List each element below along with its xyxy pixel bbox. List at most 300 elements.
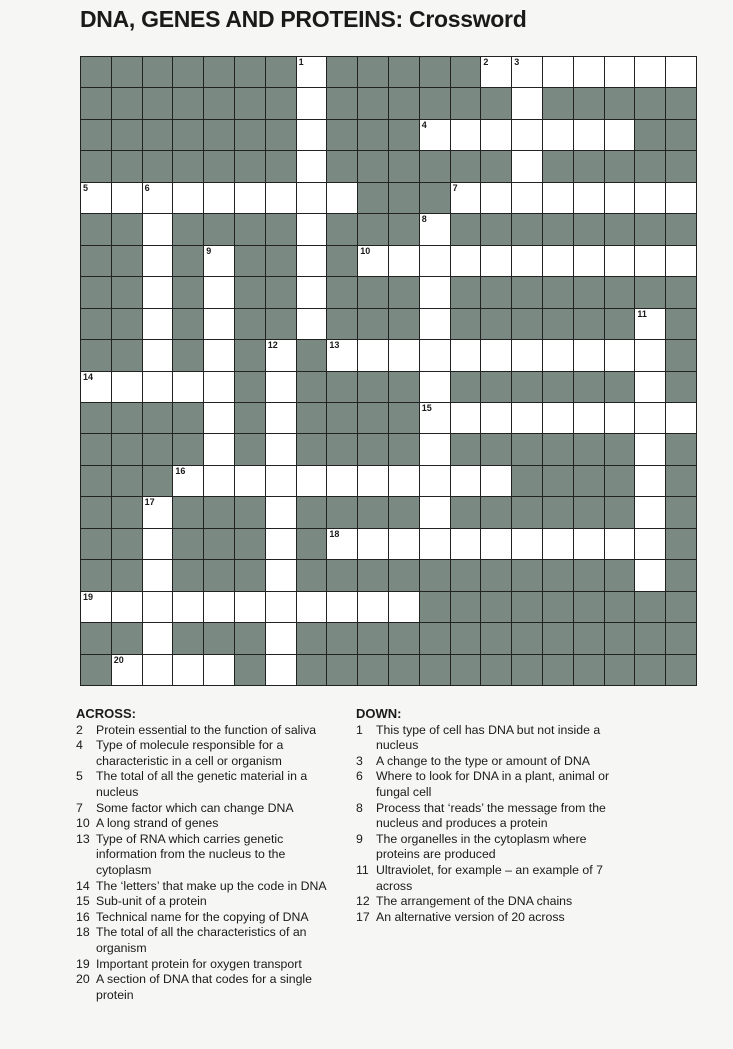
crossword-block	[605, 655, 635, 685]
clue-item	[76, 879, 338, 895]
crossword-cell[interactable]	[543, 183, 573, 213]
crossword-block	[605, 214, 635, 244]
crossword-block	[605, 434, 635, 464]
clue-item	[356, 754, 616, 770]
crossword-cell[interactable]	[143, 497, 173, 527]
crossword-cell[interactable]	[235, 466, 265, 496]
crossword-cell[interactable]	[543, 529, 573, 559]
clue-item-text: The arrangement of the DNA chains	[376, 894, 573, 909]
crossword-block	[297, 655, 327, 685]
crossword-cell[interactable]	[481, 340, 511, 370]
crossword-cell[interactable]	[605, 529, 635, 559]
crossword-cell[interactable]	[635, 372, 665, 402]
crossword-cell[interactable]	[266, 372, 296, 402]
crossword-block	[420, 655, 450, 685]
crossword-block	[327, 309, 357, 339]
crossword-block	[81, 151, 111, 181]
crossword-block	[112, 214, 142, 244]
crossword-block	[543, 277, 573, 307]
crossword-block	[173, 623, 203, 653]
crossword-cell[interactable]	[420, 434, 450, 464]
crossword-cell[interactable]	[512, 183, 542, 213]
clue-number: 5	[83, 182, 89, 193]
crossword-cell[interactable]	[327, 340, 357, 370]
clue-item	[356, 723, 616, 754]
clue-item-text: This type of cell has DNA but not inside a nucleus	[376, 722, 601, 753]
crossword-block	[512, 592, 542, 622]
crossword-cell[interactable]	[327, 183, 357, 213]
crossword-block	[81, 434, 111, 464]
crossword-cell[interactable]	[635, 57, 665, 87]
crossword-block	[81, 246, 111, 276]
crossword-cell[interactable]	[266, 466, 296, 496]
crossword-cell[interactable]	[266, 655, 296, 685]
crossword-cell[interactable]	[635, 309, 665, 339]
crossword-block	[143, 57, 173, 87]
crossword-block	[112, 309, 142, 339]
crossword-cell[interactable]	[112, 655, 142, 685]
crossword-cell[interactable]	[204, 309, 234, 339]
crossword-cell[interactable]	[266, 497, 296, 527]
crossword-cell[interactable]	[574, 340, 604, 370]
crossword-block	[512, 277, 542, 307]
crossword-cell[interactable]	[481, 183, 511, 213]
crossword-cell[interactable]	[327, 466, 357, 496]
clue-item-number: 4	[76, 738, 83, 753]
crossword-block	[481, 372, 511, 402]
crossword-cell[interactable]	[358, 466, 388, 496]
crossword-block	[451, 372, 481, 402]
crossword-block	[420, 623, 450, 653]
crossword-block	[420, 88, 450, 118]
crossword-block	[235, 434, 265, 464]
crossword-cell[interactable]	[327, 529, 357, 559]
crossword-cell[interactable]	[81, 592, 111, 622]
crossword-block	[204, 151, 234, 181]
crossword-cell[interactable]	[173, 592, 203, 622]
crossword-block	[112, 403, 142, 433]
crossword-block	[358, 214, 388, 244]
crossword-cell[interactable]	[420, 309, 450, 339]
crossword-cell[interactable]	[297, 183, 327, 213]
clue-item-number: 19	[76, 956, 90, 971]
crossword-block	[112, 434, 142, 464]
crossword-cell[interactable]	[420, 497, 450, 527]
crossword-block	[543, 497, 573, 527]
crossword-cell[interactable]	[143, 277, 173, 307]
crossword-block	[666, 655, 696, 685]
crossword-cell[interactable]	[204, 466, 234, 496]
crossword-cell[interactable]	[173, 372, 203, 402]
crossword-block	[635, 214, 665, 244]
crossword-block	[666, 434, 696, 464]
crossword-cell[interactable]	[204, 434, 234, 464]
clue-item	[76, 894, 338, 910]
crossword-cell[interactable]	[635, 340, 665, 370]
crossword-cell[interactable]	[574, 403, 604, 433]
crossword-cell[interactable]	[389, 592, 419, 622]
clue-item-number: 16	[76, 909, 90, 924]
across-clue-list	[76, 723, 338, 1004]
clue-item-number: 11	[356, 862, 369, 877]
crossword-block	[574, 372, 604, 402]
crossword-block	[451, 592, 481, 622]
crossword-cell[interactable]	[143, 560, 173, 590]
crossword-cell[interactable]	[420, 340, 450, 370]
crossword-cell[interactable]	[297, 592, 327, 622]
crossword-cell[interactable]	[389, 340, 419, 370]
crossword-block	[112, 246, 142, 276]
crossword-block	[204, 560, 234, 590]
crossword-cell[interactable]	[297, 151, 327, 181]
crossword-cell[interactable]	[451, 403, 481, 433]
clue-item-number: 15	[76, 894, 90, 909]
crossword-block	[451, 214, 481, 244]
crossword-cell[interactable]	[543, 57, 573, 87]
crossword-cell[interactable]	[574, 183, 604, 213]
clue-item-number: 3	[356, 753, 363, 768]
down-clue-list	[356, 723, 616, 926]
crossword-cell[interactable]	[635, 434, 665, 464]
crossword-block	[605, 623, 635, 653]
crossword-cell[interactable]	[204, 592, 234, 622]
crossword-cell[interactable]	[481, 246, 511, 276]
clue-item-number: 20	[76, 972, 90, 987]
crossword-cell[interactable]	[420, 246, 450, 276]
crossword-cell[interactable]	[358, 340, 388, 370]
crossword-cell[interactable]	[266, 592, 296, 622]
crossword-cell[interactable]	[266, 560, 296, 590]
crossword-cell[interactable]	[635, 560, 665, 590]
crossword-cell[interactable]	[605, 340, 635, 370]
crossword-cell[interactable]	[358, 246, 388, 276]
crossword-block	[327, 372, 357, 402]
crossword-cell[interactable]	[266, 623, 296, 653]
crossword-cell[interactable]	[574, 57, 604, 87]
crossword-cell[interactable]	[173, 183, 203, 213]
crossword-cell[interactable]	[666, 246, 696, 276]
crossword-cell[interactable]	[297, 57, 327, 87]
crossword-cell[interactable]	[81, 183, 111, 213]
crossword-block	[605, 88, 635, 118]
crossword-cell[interactable]	[143, 340, 173, 370]
crossword-block	[358, 623, 388, 653]
crossword-cell[interactable]	[327, 592, 357, 622]
crossword-cell[interactable]	[297, 309, 327, 339]
crossword-cell[interactable]	[635, 246, 665, 276]
crossword-block	[451, 277, 481, 307]
across-heading: ACROSS:	[76, 706, 136, 721]
crossword-block	[173, 214, 203, 244]
crossword-block	[81, 497, 111, 527]
crossword-cell[interactable]	[512, 403, 542, 433]
crossword-block	[143, 403, 173, 433]
crossword-block	[666, 120, 696, 150]
crossword-cell[interactable]	[389, 466, 419, 496]
crossword-cell[interactable]	[358, 529, 388, 559]
crossword-cell[interactable]	[173, 466, 203, 496]
crossword-block	[358, 655, 388, 685]
crossword-block	[666, 623, 696, 653]
crossword-cell[interactable]	[112, 372, 142, 402]
clue-number: 12	[267, 340, 278, 351]
crossword-cell[interactable]	[420, 120, 450, 150]
crossword-cell[interactable]	[297, 120, 327, 150]
crossword-block	[358, 560, 388, 590]
crossword-cell[interactable]	[512, 88, 542, 118]
crossword-cell[interactable]	[635, 466, 665, 496]
crossword-cell[interactable]	[605, 57, 635, 87]
crossword-cell[interactable]	[481, 529, 511, 559]
crossword-cell[interactable]	[389, 529, 419, 559]
crossword-block	[574, 466, 604, 496]
crossword-cell[interactable]	[143, 246, 173, 276]
crossword-block	[481, 88, 511, 118]
crossword-block	[666, 372, 696, 402]
crossword-cell[interactable]	[389, 246, 419, 276]
crossword-block	[266, 151, 296, 181]
crossword-cell[interactable]	[420, 466, 450, 496]
crossword-block	[512, 214, 542, 244]
crossword-block	[235, 403, 265, 433]
crossword-block	[543, 88, 573, 118]
clue-item-text: An alternative version of 20 across	[376, 909, 565, 924]
crossword-block	[327, 623, 357, 653]
crossword-cell[interactable]	[297, 246, 327, 276]
crossword-cell[interactable]	[235, 592, 265, 622]
crossword-cell[interactable]	[266, 403, 296, 433]
crossword-cell[interactable]	[143, 372, 173, 402]
crossword-cell[interactable]	[451, 340, 481, 370]
crossword-cell[interactable]	[420, 214, 450, 244]
crossword-cell[interactable]	[666, 57, 696, 87]
crossword-cell[interactable]	[204, 372, 234, 402]
crossword-block	[666, 277, 696, 307]
crossword-block	[266, 57, 296, 87]
crossword-cell[interactable]	[543, 340, 573, 370]
crossword-block	[481, 560, 511, 590]
crossword-cell[interactable]	[605, 120, 635, 150]
crossword-cell[interactable]	[204, 403, 234, 433]
crossword-cell[interactable]	[512, 340, 542, 370]
crossword-block	[666, 497, 696, 527]
crossword-block	[173, 309, 203, 339]
crossword-block	[81, 88, 111, 118]
crossword-block	[666, 592, 696, 622]
crossword-block	[112, 151, 142, 181]
crossword-block	[112, 57, 142, 87]
clue-item-text: Some factor which can change DNA	[96, 800, 294, 815]
crossword-cell[interactable]	[112, 592, 142, 622]
crossword-cell[interactable]	[635, 497, 665, 527]
crossword-block	[204, 120, 234, 150]
crossword-cell[interactable]	[143, 309, 173, 339]
crossword-block	[112, 120, 142, 150]
crossword-cell[interactable]	[143, 183, 173, 213]
crossword-cell[interactable]	[574, 120, 604, 150]
crossword-block	[451, 151, 481, 181]
crossword-block	[389, 434, 419, 464]
crossword-cell[interactable]	[451, 466, 481, 496]
crossword-cell[interactable]	[512, 246, 542, 276]
clue-item-text: Ultraviolet, for example – an example of 7 across	[376, 862, 603, 893]
crossword-cell[interactable]	[266, 183, 296, 213]
crossword-cell[interactable]	[481, 120, 511, 150]
crossword-cell[interactable]	[143, 623, 173, 653]
crossword-cell[interactable]	[451, 529, 481, 559]
crossword-block	[451, 434, 481, 464]
crossword-block	[666, 88, 696, 118]
crossword-cell[interactable]	[266, 340, 296, 370]
crossword-block	[389, 88, 419, 118]
crossword-block	[297, 497, 327, 527]
crossword-cell[interactable]	[481, 403, 511, 433]
crossword-cell[interactable]	[204, 246, 234, 276]
crossword-block	[327, 246, 357, 276]
crossword-cell[interactable]	[143, 529, 173, 559]
crossword-cell[interactable]	[574, 246, 604, 276]
crossword-cell[interactable]	[112, 183, 142, 213]
crossword-block	[543, 592, 573, 622]
crossword-block	[358, 403, 388, 433]
crossword-block	[666, 214, 696, 244]
crossword-grid	[80, 56, 697, 686]
crossword-cell[interactable]	[143, 214, 173, 244]
crossword-cell[interactable]	[297, 88, 327, 118]
crossword-cell[interactable]	[512, 151, 542, 181]
crossword-block	[420, 183, 450, 213]
crossword-cell[interactable]	[420, 277, 450, 307]
crossword-block	[204, 214, 234, 244]
crossword-block	[389, 623, 419, 653]
crossword-block	[204, 497, 234, 527]
crossword-block	[358, 183, 388, 213]
crossword-block	[481, 434, 511, 464]
crossword-block	[112, 497, 142, 527]
crossword-block	[235, 120, 265, 150]
crossword-block	[512, 466, 542, 496]
crossword-cell[interactable]	[81, 372, 111, 402]
clue-item	[76, 723, 338, 739]
clue-item-number: 6	[356, 769, 363, 784]
crossword-block	[666, 340, 696, 370]
crossword-block	[81, 340, 111, 370]
crossword-block	[451, 623, 481, 653]
crossword-cell[interactable]	[266, 529, 296, 559]
crossword-cell[interactable]	[204, 655, 234, 685]
crossword-cell[interactable]	[451, 120, 481, 150]
crossword-cell[interactable]	[143, 655, 173, 685]
crossword-block	[297, 403, 327, 433]
crossword-block	[297, 340, 327, 370]
crossword-block	[266, 246, 296, 276]
crossword-cell[interactable]	[512, 529, 542, 559]
crossword-block	[235, 340, 265, 370]
clue-item	[356, 894, 616, 910]
crossword-block	[481, 277, 511, 307]
crossword-cell[interactable]	[451, 183, 481, 213]
crossword-cell[interactable]	[481, 57, 511, 87]
crossword-cell[interactable]	[204, 183, 234, 213]
page-title: DNA, GENES AND PROTEINS: Crossword	[80, 6, 527, 32]
crossword-cell[interactable]	[512, 57, 542, 87]
crossword-block	[358, 277, 388, 307]
crossword-block	[420, 151, 450, 181]
crossword-block	[512, 309, 542, 339]
crossword-cell[interactable]	[635, 183, 665, 213]
crossword-block	[81, 309, 111, 339]
crossword-cell[interactable]	[143, 592, 173, 622]
crossword-block	[327, 497, 357, 527]
clue-item-number: 14	[76, 878, 90, 893]
crossword-cell[interactable]	[297, 214, 327, 244]
crossword-block	[666, 466, 696, 496]
crossword-cell[interactable]	[297, 277, 327, 307]
crossword-cell[interactable]	[266, 434, 296, 464]
crossword-block	[389, 560, 419, 590]
crossword-cell[interactable]	[512, 120, 542, 150]
clue-number: 13	[329, 340, 340, 351]
crossword-cell[interactable]	[574, 529, 604, 559]
crossword-cell[interactable]	[420, 372, 450, 402]
crossword-cell[interactable]	[420, 529, 450, 559]
crossword-cell[interactable]	[451, 246, 481, 276]
clue-number: 17	[144, 497, 155, 508]
crossword-block	[389, 120, 419, 150]
crossword-cell[interactable]	[605, 403, 635, 433]
crossword-cell[interactable]	[297, 466, 327, 496]
crossword-cell[interactable]	[173, 655, 203, 685]
crossword-block	[81, 623, 111, 653]
crossword-cell[interactable]	[666, 183, 696, 213]
crossword-block	[327, 57, 357, 87]
clue-item-text: Sub-unit of a protein	[96, 894, 207, 909]
crossword-cell[interactable]	[635, 529, 665, 559]
crossword-cell[interactable]	[358, 592, 388, 622]
clue-item-text: Important protein for oxygen transport	[96, 956, 302, 971]
crossword-block	[358, 497, 388, 527]
clue-item	[356, 769, 616, 800]
crossword-cell[interactable]	[543, 120, 573, 150]
crossword-block	[235, 655, 265, 685]
crossword-block	[512, 560, 542, 590]
clue-item	[76, 925, 338, 956]
clue-item-text: Technical name for the copying of DNA	[96, 909, 309, 924]
crossword-cell[interactable]	[543, 246, 573, 276]
crossword-cell[interactable]	[204, 340, 234, 370]
crossword-cell[interactable]	[204, 277, 234, 307]
crossword-cell[interactable]	[543, 403, 573, 433]
crossword-block	[574, 309, 604, 339]
crossword-block	[543, 309, 573, 339]
crossword-block	[635, 88, 665, 118]
crossword-cell[interactable]	[605, 246, 635, 276]
down-heading: DOWN:	[356, 706, 402, 721]
crossword-block	[173, 151, 203, 181]
clue-item-text: The ‘letters’ that make up the code in DNA	[96, 878, 327, 893]
crossword-cell[interactable]	[635, 403, 665, 433]
crossword-cell[interactable]	[481, 466, 511, 496]
crossword-cell[interactable]	[666, 403, 696, 433]
clue-item-number: 9	[356, 831, 363, 846]
crossword-block	[389, 403, 419, 433]
clue-item	[76, 957, 338, 973]
crossword-cell[interactable]	[605, 183, 635, 213]
crossword-block	[173, 434, 203, 464]
crossword-cell[interactable]	[420, 403, 450, 433]
crossword-cell[interactable]	[235, 183, 265, 213]
crossword-block	[204, 623, 234, 653]
